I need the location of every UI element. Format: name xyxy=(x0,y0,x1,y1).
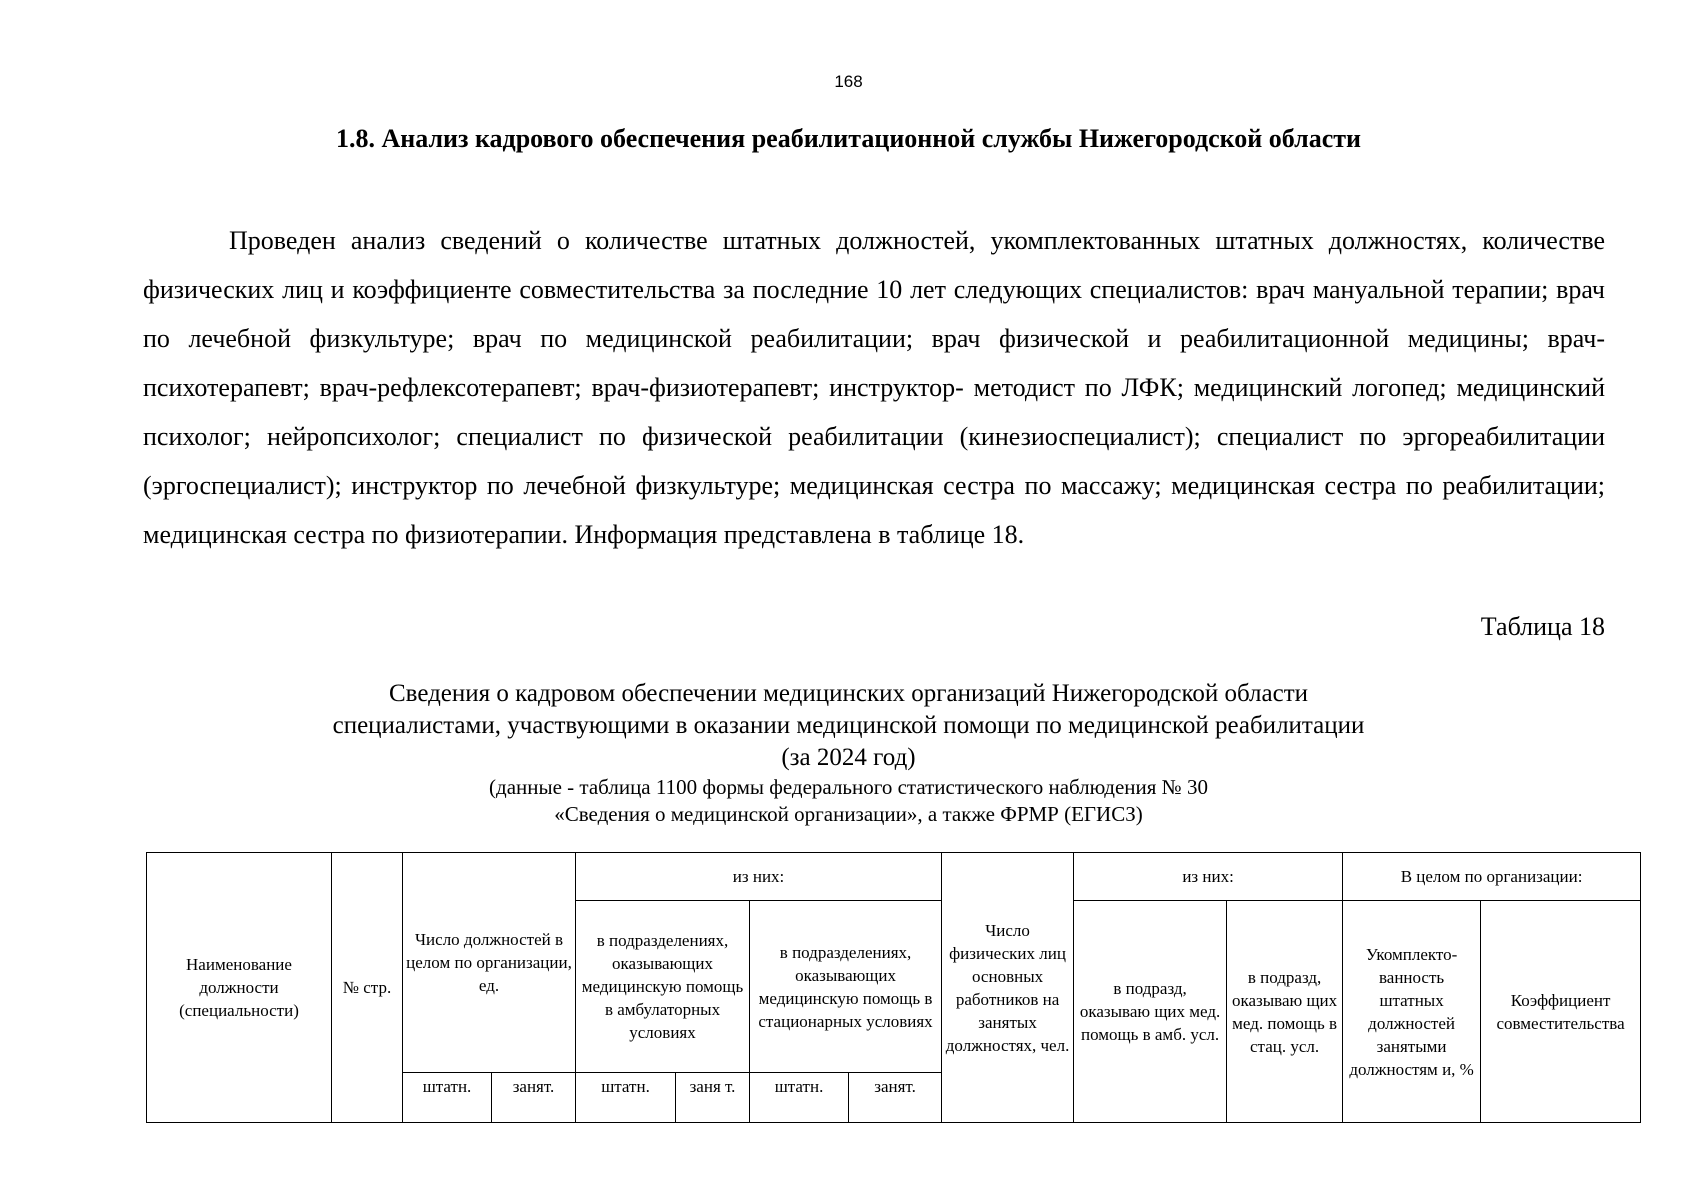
header-of-them-individuals: из них: xyxy=(1074,853,1343,901)
sub-total-occupied: занят. xyxy=(492,1073,576,1123)
table-caption xyxy=(0,678,1697,828)
sub-total-staffed: штатн. xyxy=(403,1073,492,1123)
caption-line-2: специалистами, участвующими в оказании медицинской помощи по медицинской реабилитации xyxy=(332,712,1365,739)
section-heading: 1.8. Анализ кадрового обеспечения реабилитационной службы Нижегородской области xyxy=(335,124,1362,153)
header-row-number: № стр. xyxy=(332,853,403,1123)
sub-amb-staffed: штатн. xyxy=(576,1073,676,1123)
header-inpatient: в подразделениях, оказывающих медицинскую помощь в стационарных условиях xyxy=(750,901,942,1073)
header-staffing-percent: Укомплекто-ванность штатных должностей занятыми должностям и, % xyxy=(1343,901,1481,1123)
header-ambulatory: в подразделениях, оказывающих медицинскую помощь в амбулаторных условиях xyxy=(576,901,750,1073)
page-number: 168 xyxy=(834,72,863,91)
sub-inp-occupied: занят. xyxy=(849,1073,942,1123)
header-position-name: Наименование должности (специальности) xyxy=(147,853,332,1123)
header-amb-individuals: в подразд, оказываю щих мед. помощь в амб. усл. xyxy=(1074,901,1227,1123)
header-positions-total: Число должностей в целом по организации, ед. xyxy=(403,853,576,1073)
sub-inp-staffed: штатн. xyxy=(750,1073,849,1123)
header-coefficient: Коэффициент совместительства xyxy=(1481,901,1641,1123)
caption-line-4: (данные - таблица 1100 формы федерального статистического наблюдения № 30 xyxy=(489,775,1208,799)
intro-paragraph: Проведен анализ сведений о количестве штатных должностей, укомплектованных штатных должностях, количестве физических лиц и коэффициенте совместительства за последние 10 лет следующих специалистов: врач мануальной терапии; врач по лечебной физкультуре; врач по медицинской реабилитации; врач физической и реабилитационной медицины; врач- психотерапевт; врач-рефлексотерапевт; врач-физиотерапевт; инструктор- методист по ЛФК; медицинский логопед; медицинский психолог; нейропсихолог; специалист по физической реабилитации (кинезиоспециалист); специалист по эргореабилитации (эргоспециалист); инструктор по лечебной физкультуре; медицинская сестра по массажу; медицинская сестра по реабилитации; медицинская сестра по физиотерапии. Информация представлена в таблице 18. xyxy=(143,226,1605,549)
caption-line-5: «Сведения о медицинской организации», а также ФРМР (ЕГИСЗ) xyxy=(554,802,1143,826)
sub-amb-occupied: заня т. xyxy=(676,1073,750,1123)
header-of-them-positions: из них: xyxy=(576,853,942,901)
header-inp-individuals: в подразд, оказываю щих мед. помощь в стац. усл. xyxy=(1227,901,1343,1123)
caption-line-1: Сведения о кадровом обеспечении медицинских организаций Нижегородской области xyxy=(388,680,1309,707)
header-individuals: Число физических лиц основных работников на занятых должностях, чел. xyxy=(942,853,1074,1123)
table-label: Таблица 18 xyxy=(1480,612,1605,641)
header-org-total: В целом по организации: xyxy=(1343,853,1641,901)
staffing-table xyxy=(146,852,1641,1123)
caption-line-3: (за 2024 год) xyxy=(781,744,916,771)
